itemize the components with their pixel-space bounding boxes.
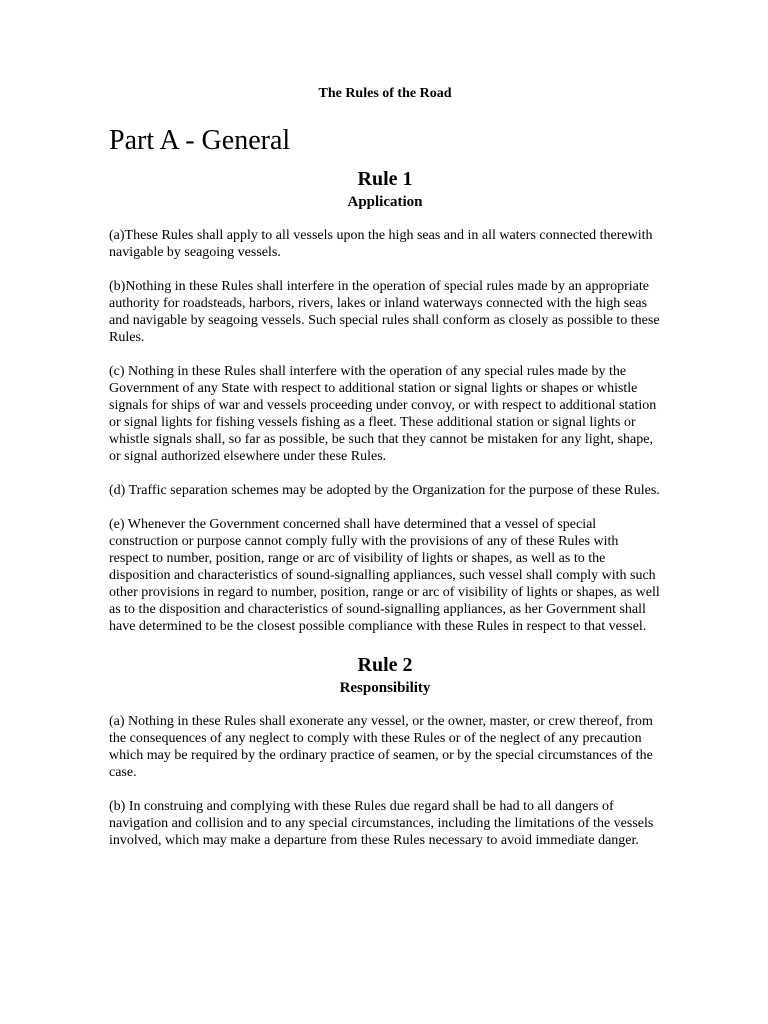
rule-1-paragraph-a: (a)These Rules shall apply to all vessels upon the high seas and in all waters connected therewith navigable by seagoing vessels.	[109, 228, 653, 260]
rule-2-paragraph-b: (b) In construing and complying with these Rules due regard shall be had to all dangers of navigation and collision and to any special circumstances, including the limitations of the vessels involved, which may make a departure from these Rules necessary to avoid immediate danger.	[109, 799, 654, 848]
rule-1-paragraph-c: (c) Nothing in these Rules shall interfere with the operation of any special rules made by the Government of any State with respect to additional station or signal lights or shapes or whistle signals for ships of war and vessels proceeding under convoy, or with respect to additional station or signal lights for fishing vessels fishing as a fleet. These additional station or signal lights or whistle signals shall, so far as possible, be such that they cannot be mistaken for any light, shape, or signal authorized elsewhere under these Rules.	[109, 364, 657, 464]
rule-2-subtitle: Responsibility	[339, 680, 431, 696]
part-title: Part A - General	[109, 125, 291, 156]
document-page	[109, 84, 661, 849]
rule-1-subtitle: Application	[347, 194, 423, 210]
rule-1-paragraph-d: (d) Traffic separation schemes may be adopted by the Organization for the purpose of these Rules.	[109, 483, 660, 498]
document-title: The Rules of the Road	[318, 86, 452, 101]
rule-2-heading	[109, 652, 661, 698]
rule-2-paragraph-a: (a) Nothing in these Rules shall exonerate any vessel, or the owner, master, or crew thereof, from the consequences of any neglect to comply with these Rules or of the neglect of any precaution which may be required by the ordinary practice of seamen, or by the special circumstances of the case.	[109, 714, 653, 780]
rule-1-paragraph-e: (e) Whenever the Government concerned shall have determined that a vessel of special construction or purpose cannot comply fully with the provisions of any of these Rules with respect to number, position, range or arc of visibility of lights or shapes, as well as to the disposition and characteristics of sound-signalling appliances, such vessel shall comply with such other provisions in regard to number, position, range or arc of visibility of lights or shapes, as well as to the disposition and characteristics of sound-signalling appliances, as her Government shall have determined to be the closest possible compliance with these Rules in respect to that vessel.	[109, 517, 660, 634]
rule-1-paragraph-b: (b)Nothing in these Rules shall interfere in the operation of special rules made by an appropriate authority for roadsteads, harbors, rivers, lakes or inland waterways connected with the high seas and navigable by seagoing vessels. Such special rules shall conform as closely as possible to these Rules.	[109, 279, 660, 345]
rule-1-number: Rule 1	[357, 168, 413, 190]
rule-1-heading	[109, 166, 661, 212]
rule-2-number: Rule 2	[357, 654, 413, 676]
